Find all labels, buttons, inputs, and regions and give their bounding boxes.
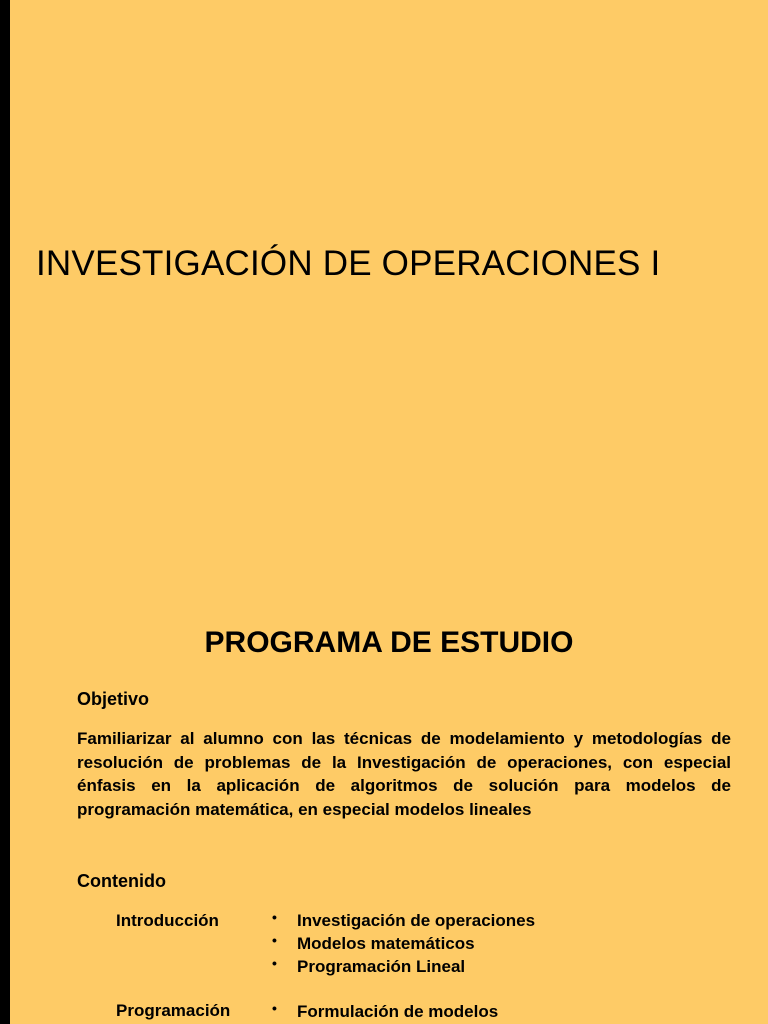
bullet-icon: • [272, 1000, 277, 1016]
programacion-list [272, 1000, 498, 1023]
document-page [10, 0, 768, 1024]
bullet-icon: • [272, 909, 277, 925]
bullet-icon: • [272, 955, 277, 971]
objetivo-heading: Objetivo [77, 689, 150, 709]
list-item [272, 932, 535, 955]
contenido-heading: Contenido [77, 871, 166, 891]
slide2-title: PROGRAMA DE ESTUDIO [204, 626, 574, 659]
list-item [272, 1000, 498, 1023]
list-item-text: Investigación de operaciones [297, 911, 536, 930]
list-item-text: Modelos matemáticos [297, 934, 475, 953]
bullet-icon: • [272, 932, 277, 948]
list-item [272, 955, 535, 978]
list-item [272, 909, 535, 932]
list-item-text: Formulación de modelos [297, 1002, 499, 1021]
topic-programacion: Programación [116, 1001, 231, 1020]
objetivo-text: Familiarizar al alumno con las técnicas de modelamiento y metodologías de resolución de problemas de la Investigación de operaciones, con especial énfasis en la aplicación de algoritmos de solución para modelos de programación matemática, en especial modelos lineales [77, 729, 731, 819]
list-item-text: Programación Lineal [297, 957, 466, 976]
introduccion-list [272, 909, 535, 978]
slide1-title: INVESTIGACIÓN DE OPERACIONES I [36, 244, 661, 283]
topic-introduccion: Introducción [116, 911, 219, 930]
